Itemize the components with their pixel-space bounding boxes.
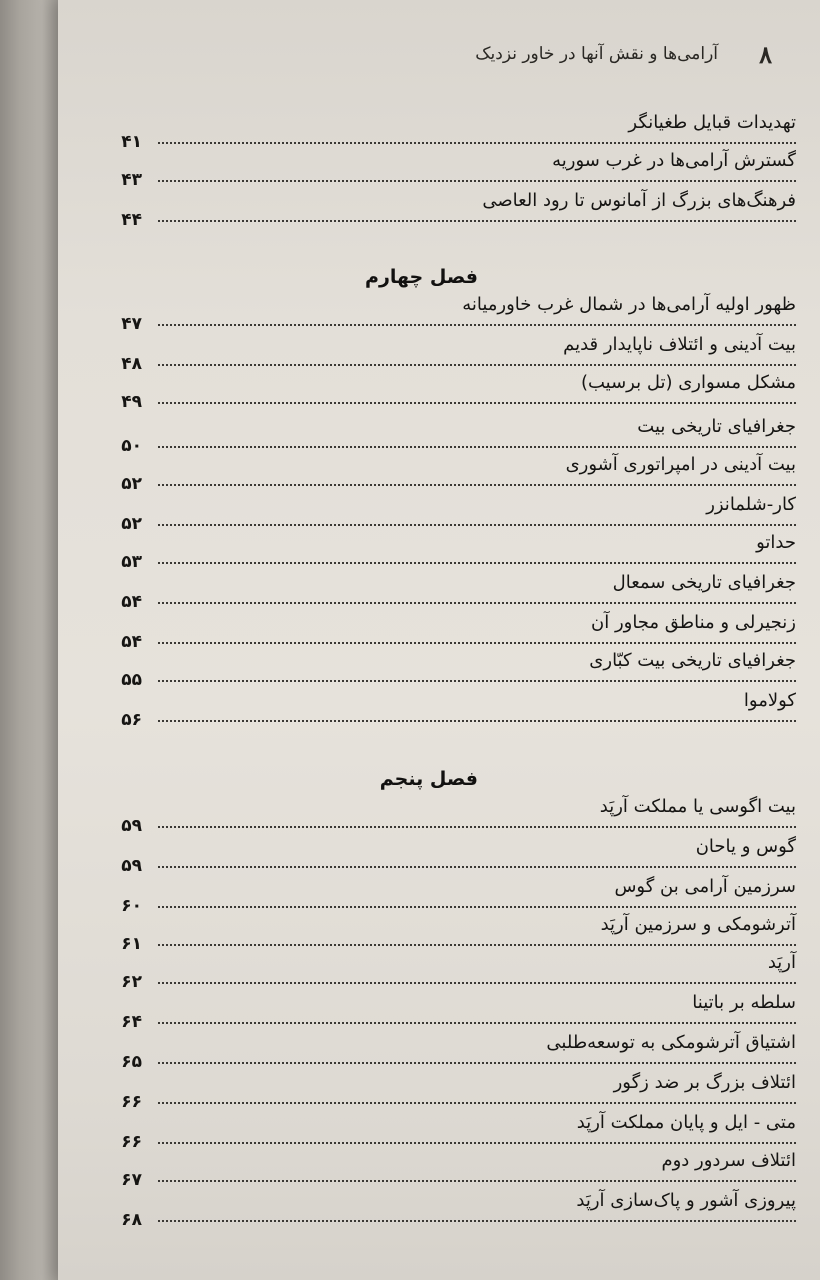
toc-entry[interactable] (121, 190, 796, 230)
toc-entry-title: بیت آدینی و ائتلاف ناپایدار قدیم (563, 334, 796, 355)
toc-entry-title: متی - ایل و پایان مملکت آرپَد (576, 1112, 796, 1133)
toc-entry[interactable] (121, 1032, 796, 1072)
dot-leader (158, 402, 796, 404)
chapter-heading: فصل پنجم (379, 768, 478, 790)
toc-entry-page: ۶۲ (121, 972, 142, 992)
dot-leader (158, 1022, 796, 1024)
toc-entry-title: بیت آدینی در امپراتوری آشوری (565, 454, 796, 475)
toc-entry[interactable] (121, 612, 796, 652)
toc-entry-page: ۵۴ (121, 592, 142, 612)
toc-entry-title: پیروزی آشور و پاک‌سازی آرپَد (576, 1190, 796, 1211)
toc-entry-page: ۴۸ (121, 354, 142, 374)
toc-entry-title: سرزمین آرامی بن گوس (614, 876, 796, 897)
dot-leader (158, 446, 796, 448)
toc-entry-page: ۴۳ (121, 170, 142, 190)
dot-leader (158, 142, 796, 144)
toc-entry-title: اشتیاق آترشومکی به توسعه‌طلبی (546, 1032, 796, 1053)
toc-entry-title: سلطه بر باتینا (692, 992, 796, 1013)
toc-entry-title: مشکل مسواری (تل برسیب) (580, 372, 796, 393)
toc-entry[interactable] (121, 454, 796, 494)
toc-entry[interactable] (121, 1190, 796, 1230)
toc-entry[interactable] (121, 914, 796, 954)
toc-entry[interactable] (121, 532, 796, 572)
dot-leader (158, 562, 796, 564)
toc-entry-title: کار-شلمانزر (706, 494, 796, 515)
toc-entry-title: بیت اگوسی یا مملکت آرپَد (599, 796, 796, 817)
dot-leader (158, 1180, 796, 1182)
dot-leader (158, 642, 796, 644)
dot-leader (158, 826, 796, 828)
toc-entry-page: ۵۹ (121, 816, 142, 836)
dot-leader (158, 364, 796, 366)
toc-entry-page: ۵۶ (121, 710, 142, 730)
toc-entry-page: ۶۱ (121, 934, 142, 954)
toc-entry-page: ۴۱ (121, 132, 142, 152)
toc-entry[interactable] (121, 294, 796, 334)
toc-entry-title: ظهور اولیه آرامی‌ها در شمال غرب خاورمیانه (462, 294, 796, 315)
toc-entry-page: ۵۲ (121, 514, 142, 534)
dot-leader (158, 906, 796, 908)
toc-entry[interactable] (121, 690, 796, 730)
toc-entry[interactable] (121, 952, 796, 992)
toc-entry-page: ۵۵ (121, 670, 142, 690)
toc-entry-page: ۵۹ (121, 856, 142, 876)
toc-entry[interactable] (121, 796, 796, 836)
dot-leader (158, 982, 796, 984)
toc-entry-page: ۵۲ (121, 474, 142, 494)
toc-entry-title: گسترش آرامی‌ها در غرب سوریه (552, 150, 796, 171)
toc-entry-title: زنجیرلی و مناطق مجاور آن (591, 612, 796, 633)
running-title: آرامی‌ها و نقش آنها در خاور نزدیک (475, 44, 718, 64)
book-page (58, 0, 820, 1280)
dot-leader (158, 680, 796, 682)
toc-entry-title: کولاموا (743, 690, 796, 711)
toc-entry-page: ۶۶ (121, 1092, 142, 1112)
dot-leader (158, 180, 796, 182)
toc-entry-title: حداتو (756, 532, 796, 553)
toc-entry[interactable] (121, 650, 796, 690)
toc-entry[interactable] (121, 572, 796, 612)
dot-leader (158, 220, 796, 222)
dot-leader (158, 1102, 796, 1104)
dot-leader (158, 720, 796, 722)
toc-entry[interactable] (121, 1150, 796, 1190)
toc-entry-title: ائتلاف بزرگ بر ضد زگور (613, 1072, 796, 1093)
toc-entry-title: گوس و یاحان (695, 836, 796, 857)
dot-leader (158, 1142, 796, 1144)
toc-entry[interactable] (121, 992, 796, 1032)
dot-leader (158, 1062, 796, 1064)
toc-entry-title: تهدیدات قبایل طغیانگر (628, 112, 796, 133)
dot-leader (158, 524, 796, 526)
toc-entry-page: ۵۰ (121, 436, 142, 456)
toc-entry-page: ۵۳ (121, 552, 142, 572)
toc-entry[interactable] (121, 416, 796, 456)
chapter-heading: فصل چهارم (365, 266, 478, 288)
toc-entry-title: فرهنگ‌های بزرگ از آمانوس تا رود العاصی (482, 190, 796, 211)
toc-entry-title: ائتلاف سردور دوم (661, 1150, 796, 1171)
toc-entry[interactable] (121, 372, 796, 412)
toc-entry-page: ۴۹ (121, 392, 142, 412)
toc-entry-title: جغرافیای تاریخی سمعال (612, 572, 796, 593)
toc-entry[interactable] (121, 836, 796, 876)
toc-entry[interactable] (121, 1112, 796, 1152)
toc-entry-page: ۶۴ (121, 1012, 142, 1032)
dot-leader (158, 1220, 796, 1222)
toc-entry[interactable] (121, 1072, 796, 1112)
toc-entry-page: ۶۷ (121, 1170, 142, 1190)
toc-entry-title: جغرافیای تاریخی بیت کبّاری (589, 650, 796, 671)
toc-entry-title: آرپَد (767, 952, 796, 973)
toc-entry-page: ۶۶ (121, 1132, 142, 1152)
toc-entry[interactable] (121, 334, 796, 374)
toc-entry[interactable] (121, 494, 796, 534)
toc-entry-page: ۶۸ (121, 1210, 142, 1230)
page-number: ۸ (759, 40, 772, 69)
toc-entry-title: آترشومکی و سرزمین آرپَد (600, 914, 796, 935)
dot-leader (158, 602, 796, 604)
toc-entry-page: ۶۵ (121, 1052, 142, 1072)
toc-entry-page: ۵۴ (121, 632, 142, 652)
dot-leader (158, 866, 796, 868)
toc-entry-page: ۴۷ (121, 314, 142, 334)
toc-entry-title: جغرافیای تاریخی بیت (637, 416, 796, 437)
toc-entry-page: ۴۴ (121, 210, 142, 230)
toc-entry[interactable] (121, 112, 796, 152)
toc-entry-page: ۶۰ (121, 896, 142, 916)
dot-leader (158, 324, 796, 326)
dot-leader (158, 484, 796, 486)
dot-leader (158, 944, 796, 946)
toc-entry[interactable] (121, 876, 796, 916)
toc-entry[interactable] (121, 150, 796, 190)
